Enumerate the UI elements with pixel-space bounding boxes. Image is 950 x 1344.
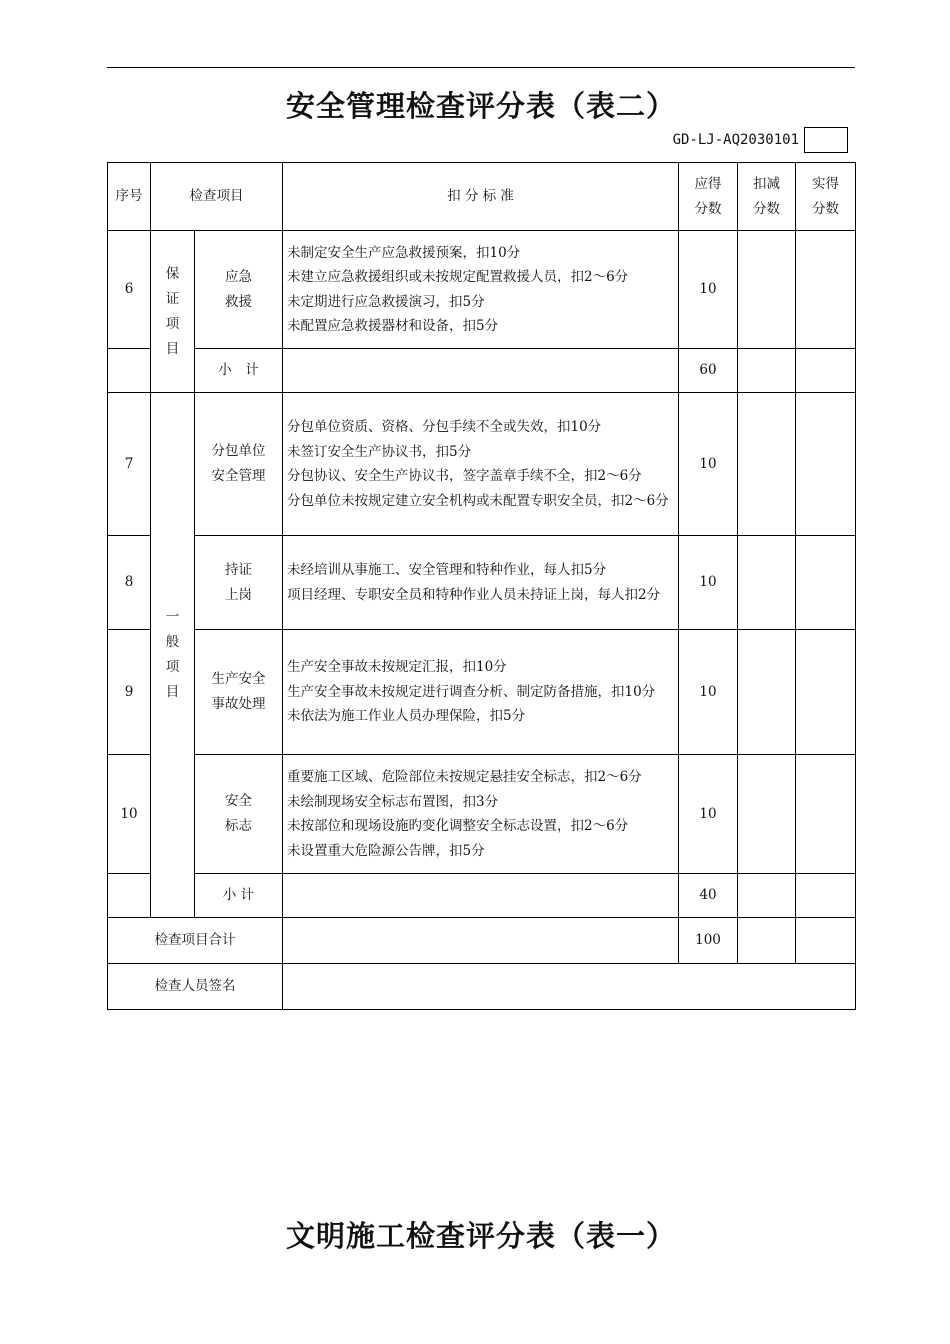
total-score: 100 bbox=[679, 918, 738, 964]
header-row bbox=[108, 163, 856, 231]
row-criteria: 分包单位资质、资格、分包手续不全或失效，扣10分 未签订安全生产协议书，扣5分 分包协议、安全生产协议书，签字盖章手续不全，扣2～6分 分包单位未按规定建立安全机构或未配置专职安全员，扣2～6分 bbox=[283, 393, 679, 536]
subtotal-criteria bbox=[283, 874, 679, 918]
score-table bbox=[107, 162, 856, 1010]
signature-row bbox=[108, 964, 856, 1010]
row-deduct-cell[interactable] bbox=[738, 393, 796, 536]
row-seq: 10 bbox=[108, 755, 151, 874]
row-seq: 7 bbox=[108, 393, 151, 536]
subtotal-actual-cell[interactable] bbox=[796, 349, 856, 393]
row-full-score: 10 bbox=[679, 231, 738, 349]
row-full-score: 10 bbox=[679, 630, 738, 755]
total-criteria bbox=[283, 918, 679, 964]
row-deduct-cell[interactable] bbox=[738, 630, 796, 755]
row-full-score: 10 bbox=[679, 393, 738, 536]
row-criteria: 重要施工区域、危险部位未按规定悬挂安全标志，扣2～6分 未绘制现场安全标志布置图，扣3分 未按部位和现场设施旳变化调整安全标志设置，扣2～6分 未设置重大危险源公告牌，扣5分 bbox=[283, 755, 679, 874]
table-row bbox=[108, 630, 856, 755]
row-deduct-cell[interactable] bbox=[738, 755, 796, 874]
form-code-row bbox=[600, 127, 848, 153]
row-seq: 9 bbox=[108, 630, 151, 755]
header-full-score: 应得 分数 bbox=[679, 163, 738, 231]
row-seq: 6 bbox=[108, 231, 151, 349]
row-actual-cell[interactable] bbox=[796, 630, 856, 755]
row-full-score: 10 bbox=[679, 536, 738, 630]
subtotal-score: 60 bbox=[679, 349, 738, 393]
table-row bbox=[108, 536, 856, 630]
row-criteria: 生产安全事故未按规定汇报，扣10分 生产安全事故未按规定进行调查分析、制定防备措施，扣10分 未依法为施工作业人员办理保险，扣5分 bbox=[283, 630, 679, 755]
top-rule bbox=[107, 67, 855, 68]
subtotal-row-1 bbox=[108, 349, 856, 393]
total-row bbox=[108, 918, 856, 964]
row-item: 持证 上岗 bbox=[195, 536, 283, 630]
subtotal-actual-cell[interactable] bbox=[796, 874, 856, 918]
table-row bbox=[108, 755, 856, 874]
header-criteria: 扣 分 标 准 bbox=[283, 163, 679, 231]
total-deduct-cell[interactable] bbox=[738, 918, 796, 964]
row-item: 分包单位 安全管理 bbox=[195, 393, 283, 536]
row-deduct-cell[interactable] bbox=[738, 231, 796, 349]
header-deduct-score: 扣减 分数 bbox=[738, 163, 796, 231]
row-actual-cell[interactable] bbox=[796, 231, 856, 349]
subtotal-row-2 bbox=[108, 874, 856, 918]
group-guarantee: 保证项目 bbox=[151, 231, 195, 393]
subtotal-seq bbox=[108, 349, 151, 393]
subtotal-criteria bbox=[283, 349, 679, 393]
page-title: 安全管理检查评分表（表二） bbox=[285, 89, 676, 123]
form-code: GD-LJ-AQ2030101 bbox=[672, 132, 799, 148]
row-criteria: 未制定安全生产应急救援预案，扣10分 未建立应急救援组织或未按规定配置救援人员，扣2～6分 未定期进行应急救援演习，扣5分 未配置应急救援器材和设备，扣5分 bbox=[283, 231, 679, 349]
subtotal-deduct-cell[interactable] bbox=[738, 874, 796, 918]
row-criteria: 未经培训从事施工、安全管理和特种作业，每人扣5分 项目经理、专职安全员和特种作业人员未持证上岗，每人扣2分 bbox=[283, 536, 679, 630]
header-actual-score: 实得 分数 bbox=[796, 163, 856, 231]
table-row bbox=[108, 231, 856, 349]
row-item: 应急 救援 bbox=[195, 231, 283, 349]
row-actual-cell[interactable] bbox=[796, 755, 856, 874]
signature-field[interactable] bbox=[283, 964, 856, 1010]
row-item: 生产安全 事故处理 bbox=[195, 630, 283, 755]
row-full-score: 10 bbox=[679, 755, 738, 874]
table-row bbox=[108, 393, 856, 536]
total-actual-cell[interactable] bbox=[796, 918, 856, 964]
subtotal-deduct-cell[interactable] bbox=[738, 349, 796, 393]
next-page-title: 文明施工检查评分表（表一） bbox=[285, 1219, 676, 1253]
row-deduct-cell[interactable] bbox=[738, 536, 796, 630]
row-actual-cell[interactable] bbox=[796, 536, 856, 630]
row-actual-cell[interactable] bbox=[796, 393, 856, 536]
subtotal-score: 40 bbox=[679, 874, 738, 918]
subtotal-seq bbox=[108, 874, 151, 918]
row-seq: 8 bbox=[108, 536, 151, 630]
header-item: 检查项目 bbox=[151, 163, 283, 231]
signature-label: 检查人员签名 bbox=[108, 964, 283, 1010]
header-seq: 序号 bbox=[108, 163, 151, 231]
subtotal-label: 小 计 bbox=[195, 874, 283, 918]
row-item: 安全 标志 bbox=[195, 755, 283, 874]
subtotal-label: 小 计 bbox=[195, 349, 283, 393]
total-label: 检查项目合计 bbox=[108, 918, 283, 964]
group-general: 一般项目 bbox=[151, 393, 195, 918]
form-code-box[interactable] bbox=[804, 127, 848, 153]
